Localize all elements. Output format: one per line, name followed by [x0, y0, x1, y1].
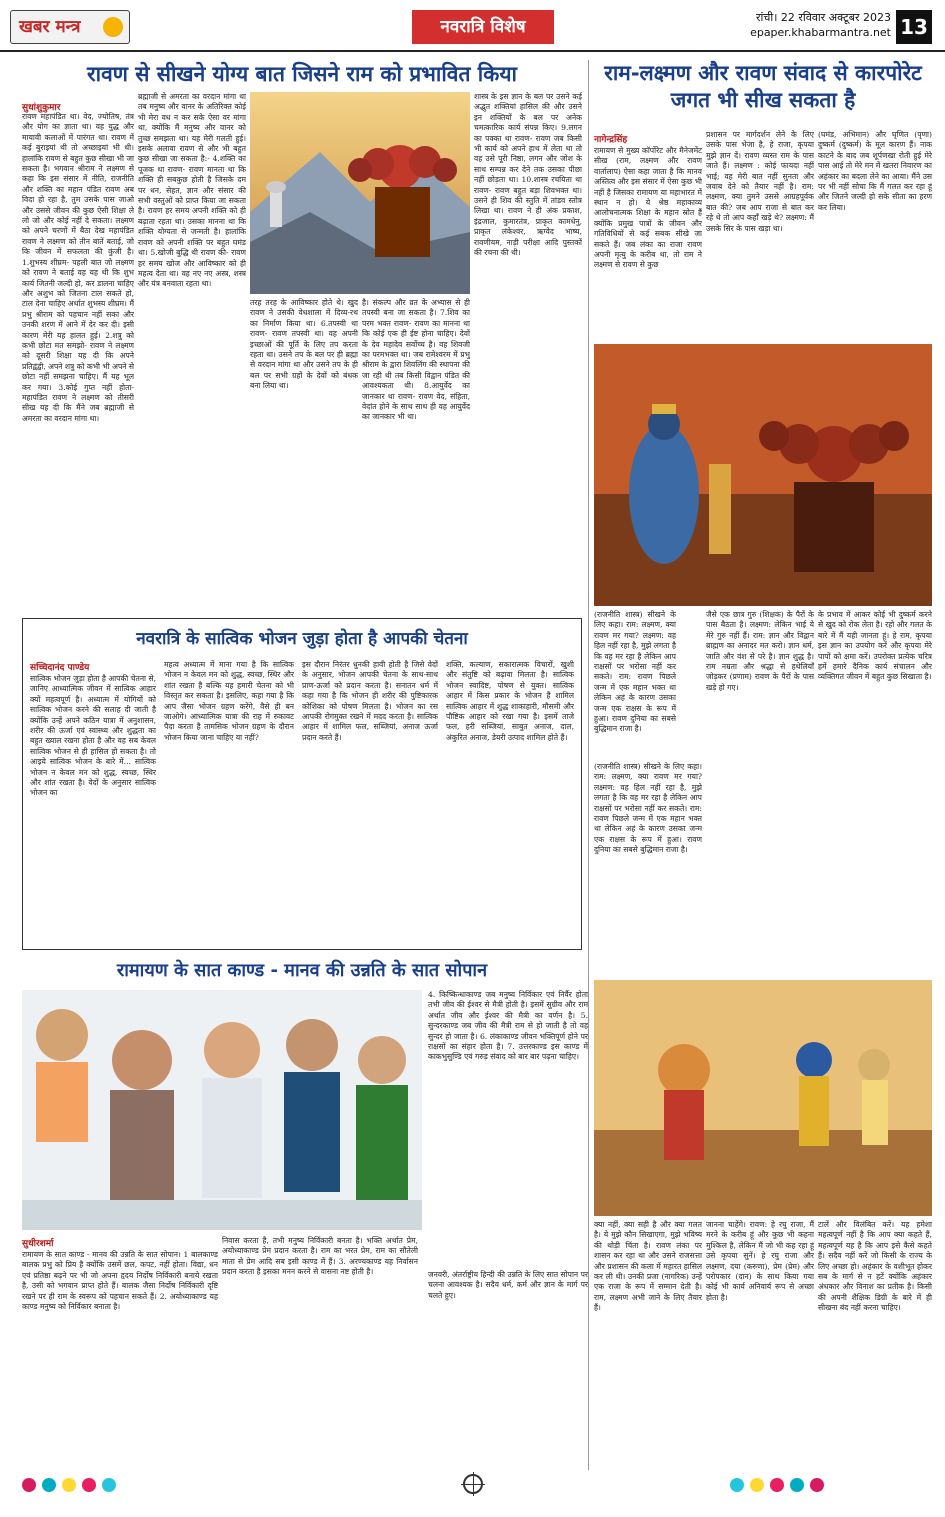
article2-column-3: (घमंड, अभिमान) और घृणित (पृणा) दुष्कर्म (दुष्कर्म) के मूल कारण हैं। नाक काटने के बाद जब शूर्पणखा रोती हुई मेरे पास आई तो मेरे मन में खतरा निवारण का अहंकार का बदला लेने का आया। मैंने उस पर भी नहीं सोचा कि मैं गलत कर रहा हूं और जितने जल्दी हो सके सीता का हरण कर लिया। [818, 130, 932, 212]
article2-column-9: टालें और विलंबित करें। यह हमेशा महत्वपूर्ण नहीं है कि आप क्या कहते हैं, महत्वपूर्ण यह है कि आप इसे कैसे कहते हैं। सदैव नहीं करें जो किसी के राज्य के लिए अच्छा हो। अहंकार के वशीभूत होकर सब के मार्ग से न हटें क्योंकि अहंकार अंधकार और विनाश का प्रतीक है। किसी की अपनी शैक्षिक डिग्री के बारे में ही सीखना बंद नहीं करना चाहिए। [818, 1220, 932, 1313]
hanuman-illustration [594, 980, 932, 1216]
issue-date: रांची। 22 रविवार अक्टूबर 2023 [756, 11, 891, 24]
article2-column-6: के प्रभाव में आकर कोई भी दुष्कर्म करने से खुद को रोक लेता है। रहो और गलत के बारे में मैं यही जानता हूं। हे राम, कृपया इस ज्ञान का उपयोग करें और कृपया मेरे पापों को क्षमा करें। उपरोक्त प्रत्येक चरित्र हमें हमारे दैनिक कार्य संचालन और व्यक्तिगत जीवन में बहुत कुछ सिखाता है। [818, 610, 932, 682]
publication-logo[interactable] [10, 10, 130, 44]
article4-column-1: रामायण के सात काण्ड - मानव की उन्नति के सात सोपान। 1 बालकाण्ड बालक प्रभु को प्रिय है क्योंकि उसमें छल, कपट, नहीं होता। विद्या, धन एवं प्रतिष्ठा बढ़ने पर भी जो अपना हृदय निर्दोष निर्विकारी बनाये रखता है, उसी को भगवान प्राप्त होते हैं। बालक जैसा निर्दोष निर्विकारी दृष्टि रखने पर ही राम के स्वरूप को पहचान सकते हैं। 2. अयोध्याकाण्ड यह काण्ड मनुष्य को निर्विकार बनाता है। [22, 1250, 218, 1312]
rama-ravana-illustration [594, 344, 932, 606]
ravana-illustration [250, 92, 470, 294]
logo-badge-icon [103, 17, 123, 37]
article2-column-7: क्या नहीं, क्या सही है और क्या गलत है। ये मुझे कौन सिखाएगा, मुझे भविष्य की थोड़ी चिंता है। रावण लंका पर शासन कर रहा था और उसने राजसत्ता और प्रशासन की कला में महारत हासिल कर ली थी। उनकी प्रजा (नागरिक) उन्हें एक राजा के रूप में सम्मान देती है। राम, लक्ष्मण अभी जाने के लिए तैयार हैं। [594, 1220, 702, 1313]
article4-byline: सुधीरशर्मा [22, 1239, 54, 1249]
dateline [726, 10, 891, 40]
article4-headline: रामायण के सात काण्ड - मानव की उन्नति के सात सोपान [116, 960, 488, 981]
section-tag: नवरात्रि विशेष [412, 10, 554, 44]
column-divider [588, 60, 589, 1470]
article3-column-2: महत्व अध्यात्म में माना गया है कि सात्विक भोजन न केवल मन को शुद्ध, स्वच्छ, स्थिर और शांत रखता है बल्कि यह हमारी चेतना को भी विस्तृत कर सकता है। इसलिए, कहा गया है कि आप जैसा भोजन ग्रहण करेंगे, वैसे ही बन जाओगे। आध्यात्मिक यात्रा की राह में रुकावट पैदा करता है तामसिक भोजन ग्रहण के दौरान भोजन किया जाना चाहिए या नहीं? [164, 660, 294, 742]
article1-column-3: तरह तरह के आविष्कार होते थे। खुद रावण ने उसकी वेधशाला में दिव्य-रथ का निर्माण किया था। 6.तपस्वी था रावण- रावण तपस्वी था। वह अपनी इच्छाओं की पूर्ति के लिए तप करता रहता था। उसने तप के बल पर ही ब्रह्मा से वरदान मांगा था और उसने तप के ही बल पर सभी ग्रहों के देवों को बंधक बना लिया था। [250, 298, 358, 391]
article3-column-1: सात्विक भोजन जुड़ा होता है आपकी चेतना से, जानिए आध्यात्मिक जीवन में सात्विक आहार क्यों महत्वपूर्ण है। अध्यात्म में योगियों को सात्विक भोजन करने की सलाह दी जाती है क्योंकि उन्हें अपने कठिन यात्रा में अनुशासन, शरीर की ऊर्जा एवं स्वास्थ्य और शुद्धता का बहुत ख्याल रखना होता है और वह सब केवल सात्विक भोजन से ही हासिल हो सकता है। तो आइये सात्विक भोजन के बारे में... सात्विक भोजन न केवल मन को शुद्ध, स्वच्छ, स्थिर और शांत रखता है। वेदों के अनुसार सात्विक भोजन का [30, 674, 156, 798]
color-dot [62, 1478, 76, 1492]
article3-column-3: इस दौरान निरंतर धुनकी हावी होती है जिसे वेदों के अनुसार, भोजन आपकी चेतना के साथ-साथ प्राण-ऊर्जा को प्रदान करता है। सनातन धर्म में कहा गया है कि भोजन ही शरीर की पुष्टिकारक कोशिका को पोषण मिलता है। भोजन का रस आपकी रोगमुक्त रखने में मदद करता है। सात्विक आहार में शामिल फल, सब्जियां, अनाज ऊर्जा प्रदान करते हैं। [302, 660, 438, 742]
color-dot [22, 1478, 36, 1492]
rama-ravana-painting [594, 344, 932, 606]
hanuman-painting [594, 980, 932, 1216]
article2-headline: राम-लक्ष्मण और रावण संवाद से कारपोरेट जगत भी सीख सकता है [604, 61, 922, 112]
article3-headline: नवरात्रि के सात्विक भोजन जुड़ा होता है आपकी चेतना [136, 629, 468, 649]
footer-color-dots-left [22, 1478, 222, 1498]
article4-column-4: जनवरी, अंतर्राष्ट्रीय हिन्दी की उन्नति के लिए सात सोपान पर चलना आवश्यक है। सदैव धर्म, कर्म और ज्ञान के मार्ग पर चलते हुए। [428, 1270, 588, 1300]
color-dot [42, 1478, 56, 1492]
color-dot [730, 1478, 744, 1492]
article1-column-4: है। संकल्प और व्रत के अभ्यास से ही तपस्वी बना जा सकता है। 7.शिव का परम भक्त रावण- रावण का मानना था कि कोई एक ही ईष्ट होना चाहिए। देवों के देव महादेव सर्वोच्च है। वह शिवजी का परमभक्त था। जब रामेश्वरम में प्रभु श्रीराम के द्वारा शिवलिंग की स्थापना की जा रही थी तब किसी विद्वान पंडित की आवश्यकता थी। 8.आयुर्वेद का जानकार था रावण- रावण वेद, संहिता, वेदांत होने के साथ साथ ही वह आयुर्वेद का जानकार भी था। [362, 298, 470, 422]
article1-column-5: शास्त्र के इस ज्ञान के बल पर उसने कई अद्भुत शक्तियां हासिल की और उसने इन शक्तियों के बल पर अनेक चमत्कारिक कार्य संपन्न किए। 9.लगन का पक्का था रावण- रावण जब किसी भी कार्य को अपने हाथ में लेता था तो वह उसे पूरी निष्ठा, लगन और जोश के साथ सम्पन्न कर देने तक उसका पीछा नहीं छोड़ता था। 10.शास्त्र रचयिता था रावण- रावण बहुत बड़ा शिवभक्त था। उसने ही शिव की स्तुति में तांडव स्तोत्र लिखा था। रावण ने ही अंक प्रकाश, इंद्रजाल, कुमारतंत्र, प्राकृत कामधेनु, प्राकृत लंकेश्वर, ऋग्वेद भाष्य, रावणीयम, नाड़ी परीक्षा आदि पुस्तकों की रचना की थी। [474, 92, 582, 258]
site-url[interactable]: epaper.khabarmantra.net [750, 26, 891, 39]
page-number: 13 [896, 10, 932, 44]
color-dot [82, 1478, 96, 1492]
article3-byline: सच्चिदानंद पाण्डेय [30, 663, 90, 673]
registration-mark-icon [463, 1474, 483, 1494]
article1-column-2: ब्रह्माजी से अमरता का वरदान मांगा था तब मनुष्य और वानर के अतिरिक्त कोई भी मेरा वध न कर सके ऐसा वर मांगा था, क्योंकि मैं मनुष्य और वानर को तुच्छ समझता था। यह मेरी गलती हुई। इसके अलावा रावण से और भी बहुत कुछ सीखा जा सकता है:- 4.शक्ति का पूजक था रावण- रावण मानता था कि शक्ति ही सबकुछ होती है जिसके दम पर धन, सेहत, ज्ञान और संसार की सभी वस्तुओं को प्राप्त किया जा सकता है। रावण हर समय अपनी शक्ति को ही बढ़ाता रहता था। उसका मानना था कि शक्ति योग्यता से जन्मती है। हालांकि रावण को अपनी शक्ति पर बहुत घमंड था। 5.खोजी बुद्धि थी रावण की- रावण हर समय खोज और आविष्कार को ही महत्व देता था। वह नए नए अस्त्र, शस्त्र और यंत्र बनवाता रहता था। [138, 92, 246, 289]
collage-illustration [22, 990, 422, 1230]
article2-column-4b: (राजनीति शास्त्र) सीखने के लिए कहा। राम: लक्ष्मण, क्या रावण मर गया? लक्ष्मण: वह हिल नहीं रहा है, मुझे लगता है कि वह मर रहा है लेकिन आप राक्षसों पर भरोसा नहीं कर सकते। राम: रावण पिछले जन्म में एक महान भक्त था लेकिन अहं के कारण उसका जन्म एक राक्षस के रूप में हुआ। रावण दुनिया का सबसे बुद्धिमान राजा है। [594, 762, 702, 855]
article3-column-4: शक्ति, कल्याण, सकारात्मक विचारों, खुशी और संतुष्टि को बढ़ावा मिलता है। सात्विक भोजन स्वादिष्ट, पोषण से युक्त। सात्विक आहार में किस प्रकार के भोजन हैं शामिल सात्विक आहार में शुद्ध शाकाहारी, मौसमी और पौष्टिक आहार को रखा गया है। इसमें ताजे फल, हरी सब्जियां, साबुत अनाज, दाल, अंकुरित अनाज, डेयरी उत्पाद शामिल होते हैं। [446, 660, 574, 742]
article2-column-2: प्रशासन पर मार्गदर्शन लेने के लिए उसके पास भेजा है, हे राजा, कृपया मुझे ज्ञान दें। रावण व्यस्त राम के पास जाते हैं। लक्ष्मण : कोई फायदा नहीं भाई; वह मेरी बात नहीं सुनता और जवाब देने को तैयार नहीं है। राम: लक्ष्मण, क्या तुमने उससे आग्रहपूर्वक बात की? जब आप राजा से बात कर रहे थे तो आप कहाँ खड़े थे? लक्ष्मण: मैं उसके सिर के पास खड़ा था। [706, 130, 814, 233]
article1-column-1: रावण महापंडित था। वेद, ज्योतिष, तंत्र और योग का ज्ञाता था। वह युद्ध और मायावी कलाओं में पारंगत था। रावण में कई बुराइयां थी तो अच्छाइयां भी थी। हालांकि रावण से बहुत कुछ सीखा भी जा सकता है। भगवान श्रीराम ने लक्ष्मण से कहा कि इस संसार में नीति, राजनीति और शक्ति का महान पंडित रावण अब विदा हो रहा है, तुम उसके पास जाओ और उससे जीवन की कुछ ऐसी शिक्षा ले लो जो और कोई नहीं दे सकता। लक्ष्मण को अपने चरणों में बैठा देख महापंडित रावण ने लक्ष्मण को तीन बातें बताई, जो कि जीवन में सफलता की कुंजी है। 1.शुभस्य शीघ्रम- पहली बात जो लक्ष्मण को रावण ने बताई वह यह थी कि शुभ कार्य जितनी जल्दी हो, कर डालना चाहिए और अशुभ को जितना टाल सकते हो, टाल देना चाहिए अर्थात शुभस्य शीघ्रम। मैं प्रभु श्रीराम को पहचान नहीं सका और उनकी शरण में आने में देर कर दी। इसी कारण मेरी यह हालत हुई। 2.शत्रु को कभी छोटा मत समझो- रावण ने लक्ष्मण को दूसरी शिक्षा यह दी कि अपने प्रतिद्वंद्वी, अपने शत्रु को कभी भी अपने से छोटा नहीं समझना चाहिए। मैं यह भूल कर गया। 3.कोई गुप्त नहीं होता- महापंडित रावण ने लक्ष्मण को तीसरी सीख यह दी कि मैंने जब ब्रह्माजी से अमरता का वरदान मांगा था। [22, 112, 134, 423]
article2-column-5: जैसे एक छात्र गुरु (शिक्षक) के पैरों के पास बैठता है। लक्ष्मण: लेकिन भाई ये मेरे गुरु नहीं हैं। राम: ज्ञान और विद्वान ब्राह्मण का अनादर मत करो। ज्ञान धर्म, जाति और वंश से परे है। ज्ञान शुद्ध है। राम नम्रता और श्रद्धा से हथेलियाँ जोड़कर (प्रणाम) रावण के पैरों के पास खड़े हो गए। [706, 610, 814, 692]
article1-byline: सुधांशुकुमार [22, 103, 61, 113]
article2-byline: नागेन्द्रसिंह [594, 135, 628, 145]
article4-column-3: 4. किष्किन्धाकाण्ड जब मनुष्य निर्विकार एवं निर्वैर होता तभी जीव की ईश्वर से मैत्री होती है। इसमें सुग्रीव और राम अर्थात जीव और ईश्वर की मैत्री का वर्णन है। 5. सुन्दरकाण्ड जब जीव की मैत्री राम से हो जाती है तो वह सुन्दर हो जाता है। 6. लंकाकाण्ड जीवन भक्तिपूर्ण होने पर राक्षसों का संहार होता है। 7. उत्तरकाण्ड इस काण्ड में काकभुसुण्डि एवं गरुड़ संवाद को बार बार पढ़ना चाहिए। [428, 990, 588, 1062]
article4-column-2: निवास करता है, तभी मनुष्य निर्विकारी बनता है। भक्ति अर्थात प्रेम, अयोध्याकाण्ड प्रेम प्रदान करता है। राम का भरत प्रेम, राम का सौतेली माता से प्रेम आदि सब इसी काण्ड में हैं। 3. अरण्यकाण्ड यह निर्वासन प्रदान करता है इसका मनन करने से वासना नष्ट होती है। [222, 1236, 418, 1277]
ravana-painting [250, 92, 470, 294]
footer-color-dots-right [730, 1478, 930, 1498]
article2-column-4: (राजनीति शास्त्र) सीखने के लिए कहा। राम: लक्ष्मण, क्या रावण मर गया? लक्ष्मण: वह हिल नहीं रहा है, मुझे लगता है कि वह मर रहा है लेकिन आप राक्षसों पर भरोसा नहीं कर सकते। राम: रावण पिछले जन्म में एक महान भक्त था लेकिन अहं के कारण उसका जन्म एक राक्षस के रूप में हुआ। रावण दुनिया का सबसे बुद्धिमान राजा है। [594, 610, 676, 734]
color-dot [770, 1478, 784, 1492]
article2-column-1: रामायण से मुख्य कॉर्पोरेट और मैनेजमेंट सीख (राम, लक्ष्मण और रावण वार्तालाप) ऐसा कहा जाता है कि मानव अस्तित्व और इस संसार में ऐसा कुछ भी नहीं है जिसका रामायण या महाभारत में स्थान न हो। ये श्रेष्ठ महाकाव्य आलोचनात्मक शिक्षा के महान स्रोत हैं क्योंकि प्रमुख पात्रों के जीवन और गतिविधियों से कई सबक सीखे जा सकते हैं। जब लंका का राजा रावण अपनी मृत्यु के करीब था, तो राम ने लक्ष्मण से रावण से कुछ [594, 146, 702, 270]
color-dot [750, 1478, 764, 1492]
logo-text: खबर मन्त्र [19, 17, 81, 37]
article2-column-8: जानना चाहेंगे। रावण: हे रघु राजा, मैं मरने के करीब हूं और कुछ भी कहना मुश्किल है, लेकिन मैं जो भी कह रहा हूं उसे कृपया सुनें। हे रघु राजा और लक्ष्मण, दया (करुणा), प्रेम (प्रेम) और परोपकार (दान) के साथ किया गया कोई भी कार्य अनिवार्य रूप से अच्छा होता है। [706, 1220, 814, 1302]
color-dot [790, 1478, 804, 1492]
article1-headline: रावण से सीखने योग्य बात जिसने राम को प्रभावित किया [87, 62, 517, 86]
women-professionals-collage [22, 990, 422, 1230]
color-dot [102, 1478, 116, 1492]
color-dot [810, 1478, 824, 1492]
